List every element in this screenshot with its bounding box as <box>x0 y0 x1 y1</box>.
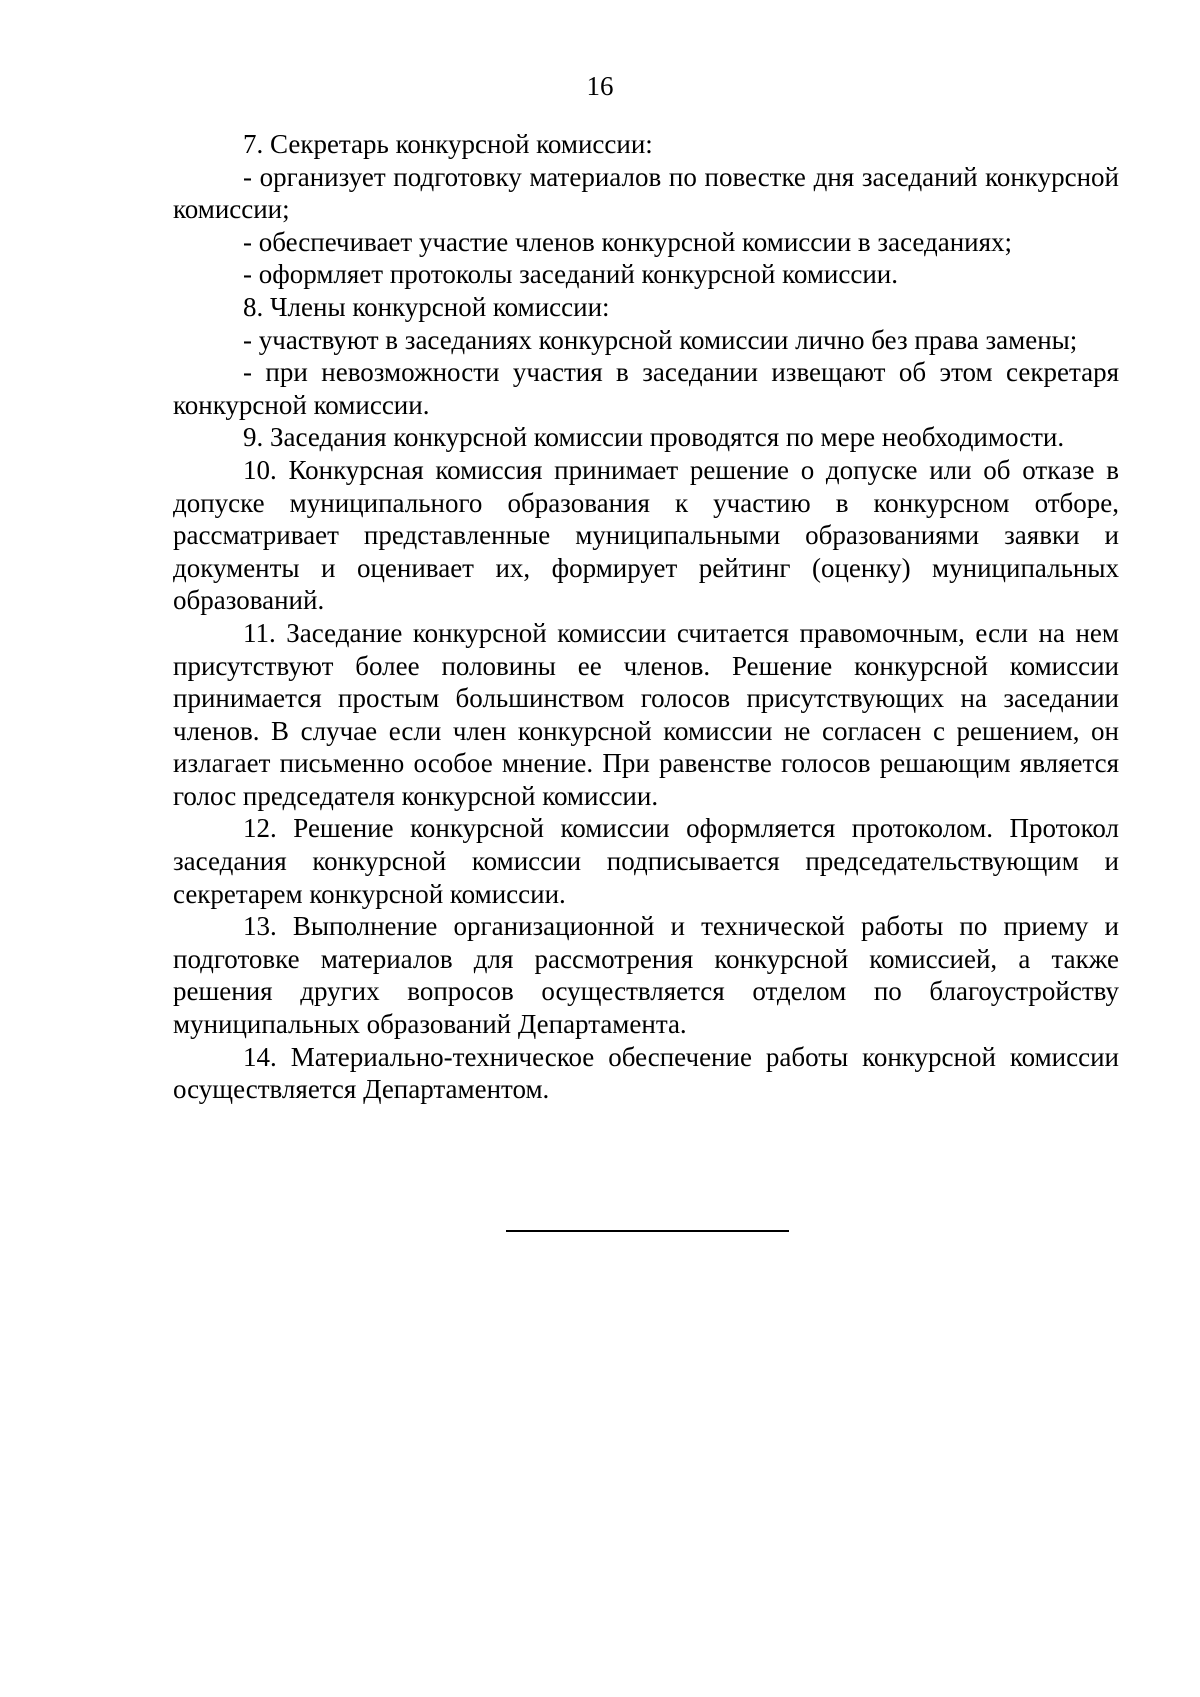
paragraph-7-item-3: - оформляет протоколы заседаний конкурсной комиссии. <box>243 259 898 290</box>
paragraph-8: 8. Члены конкурсной комиссии: <box>243 291 610 322</box>
paragraph-12: 12. Решение конкурсной комиссии оформляется протоколом. Протокол заседания конкурсной комиссии подписывается председательствующим и секретарем конкурсной комиссии. <box>173 813 1119 909</box>
paragraph-10: 10. Конкурсная комиссия принимает решение о допуске или об отказе в допуске муниципального образования к участию в конкурсном отборе, рассматривает представленные муниципальными образованиями заявки и документы и оценивает их, формирует рейтинг (оценку) муниципальных образований. <box>173 454 1119 616</box>
paragraph-7-item-2: - обеспечивает участие членов конкурсной комиссии в заседаниях; <box>243 226 1013 257</box>
document-body <box>173 128 1119 1106</box>
paragraph-8-item-2: - при невозможности участия в заседании извещают об этом секретаря конкурсной комиссии. <box>173 357 1119 420</box>
paragraph-13: 13. Выполнение организационной и технической работы по приему и подготовке материалов для рассмотрения конкурсной комиссией, а также решения других вопросов осуществляется отделом по благоустройству муниципальных образований Департамента. <box>173 911 1119 1040</box>
paragraph-7: 7. Секретарь конкурсной комиссии: <box>243 129 653 159</box>
page-number: 16 <box>586 71 614 101</box>
paragraph-8-item-1: - участвуют в заседаниях конкурсной комиссии лично без права замены; <box>243 324 1078 355</box>
paragraph-14: 14. Материально-техническое обеспечение работы конкурсной комиссии осуществляется Департаментом. <box>173 1041 1119 1105</box>
end-of-document-rule <box>506 1230 789 1232</box>
paragraph-11: 11. Заседание конкурсной комиссии считается правомочным, если на нем присутствуют более половины ее членов. Решение конкурсной комиссии принимается простым большинством голосов присутствующих на заседании членов. В случае если член конкурсной комиссии не согласен с решением, он излагает письменно особое мнение. При равенстве голосов решающим является голос председателя конкурсной комиссии. <box>173 617 1119 811</box>
paragraph-7-item-1: - организует подготовку материалов по повестке дня заседаний конкурсной комиссии; <box>173 161 1119 225</box>
paragraph-9: 9. Заседания конкурсной комиссии проводятся по мере необходимости. <box>243 422 1065 453</box>
